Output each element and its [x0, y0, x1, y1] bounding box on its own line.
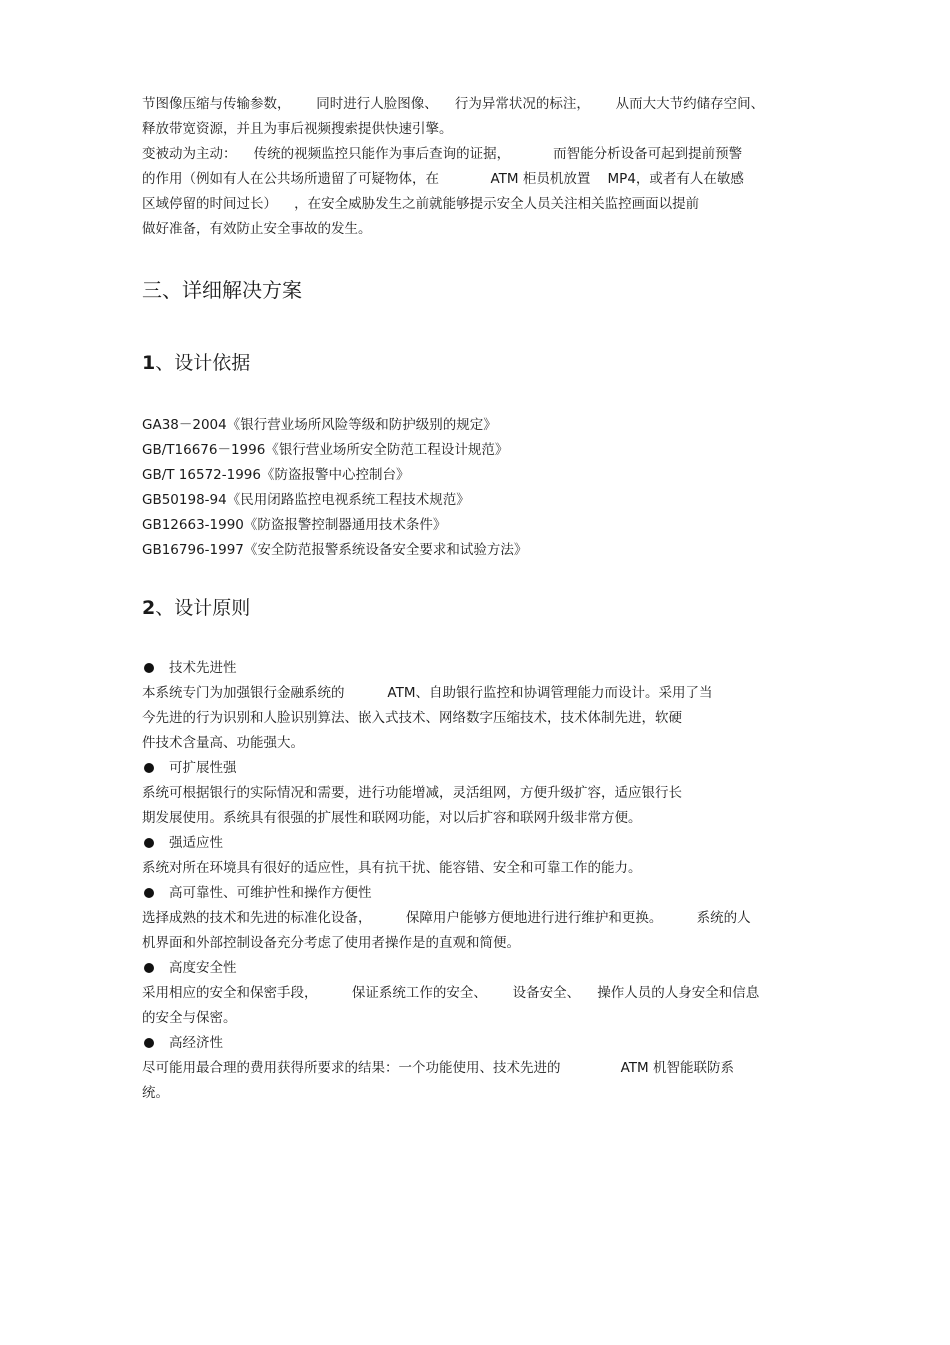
principle-heading: 可扩展性强	[142, 759, 237, 777]
principle-text: 统。	[142, 1085, 169, 1101]
standard-item: GB/T 16572-1996《防盗报警中心控制台》	[142, 467, 410, 483]
standard-item: GB16796-1997《安全防范报警系统设备安全要求和试验方法》	[142, 542, 528, 558]
subsection-1-number: 1	[142, 352, 156, 374]
principle-heading: 高经济性	[142, 1034, 223, 1052]
bullet-icon	[144, 888, 154, 898]
subsection-2-number: 2	[142, 597, 156, 619]
principle-text: 今先进的行为识别和人脸识别算法、嵌入式技术、网络数字压缩技术，技术体制先进，软硬	[142, 710, 682, 726]
bullet-icon	[144, 838, 154, 848]
principle-text: 系统可根据银行的实际情况和需要，进行功能增减，灵活组网，方便升级扩容，适应银行长	[142, 785, 682, 801]
intro-line-6: 做好准备，有效防止安全事故的发生。	[142, 221, 372, 237]
standard-item: GA38－2004《银行营业场所风险等级和防护级别的规定》	[142, 417, 497, 433]
principle-text: 件技术含量高、功能强大。	[142, 735, 304, 751]
principle-heading: 强适应性	[142, 834, 223, 852]
bullet-icon	[144, 663, 154, 673]
principle-text: 选择成熟的技术和先进的标准化设备， 保障用户能够方便地进行进行维护和更换。 系统的人	[142, 910, 751, 926]
principle-text: 的安全与保密。	[142, 1010, 237, 1026]
principle-heading: 高度安全性	[142, 959, 237, 977]
intro-line-4: 的作用（例如有人在公共场所遗留了可疑物体，在 ATM 柜员机放置 MP4，或者有人在敏感	[142, 171, 744, 187]
principle-text: 期发展使用。系统具有很强的扩展性和联网功能，对以后扩容和联网升级非常方便。	[142, 810, 642, 826]
principle-text: 尽可能用最合理的费用获得所要求的结果：一个功能使用、技术先进的 ATM 机智能联防系	[142, 1060, 734, 1076]
bullet-icon	[144, 1038, 154, 1048]
section-heading: 三、详细解决方案	[142, 278, 302, 302]
bullet-icon	[144, 763, 154, 773]
principle-text: 机界面和外部控制设备充分考虑了使用者操作是的直观和简便。	[142, 935, 520, 951]
intro-line-3: 变被动为主动： 传统的视频监控只能作为事后查询的证据， 而智能分析设备可起到提前预警	[142, 146, 743, 162]
principle-heading: 技术先进性	[142, 659, 237, 677]
intro-line-2: 释放带宽资源，并且为事后视频搜索提供快速引擎。	[142, 121, 453, 137]
subsection-1-title: 、设计依据	[155, 352, 251, 374]
subsection-1-heading	[142, 351, 250, 375]
standard-item: GB/T16676－1996《银行营业场所安全防范工程设计规范》	[142, 442, 509, 458]
intro-line-5: 区域停留的时间过长） ，在安全威胁发生之前就能够提示安全人员关注相关监控画面以提前	[142, 196, 700, 212]
principle-text: 系统对所在环境具有很好的适应性，具有抗干扰、能容错、安全和可靠工作的能力。	[142, 860, 642, 876]
subsection-2-heading	[142, 596, 250, 620]
principle-text: 本系统专门为加强银行金融系统的 ATM、自助银行监控和协调管理能力而设计。采用了当	[142, 685, 713, 701]
standard-item: GB12663-1990《防盗报警控制器通用技术条件》	[142, 517, 447, 533]
principle-text: 采用相应的安全和保密手段， 保证系统工作的安全、 设备安全、 操作人员的人身安全和信息	[142, 985, 760, 1001]
standard-item: GB50198-94《民用闭路监控电视系统工程技术规范》	[142, 492, 470, 508]
intro-line-1: 节图像压缩与传输参数， 同时进行人脸图像、 行为异常状况的标注， 从而大大节约储存空间、	[142, 96, 765, 112]
subsection-2-title: 、设计原则	[155, 597, 251, 619]
bullet-icon	[144, 963, 154, 973]
principle-heading: 高可靠性、可维护性和操作方便性	[142, 884, 372, 902]
